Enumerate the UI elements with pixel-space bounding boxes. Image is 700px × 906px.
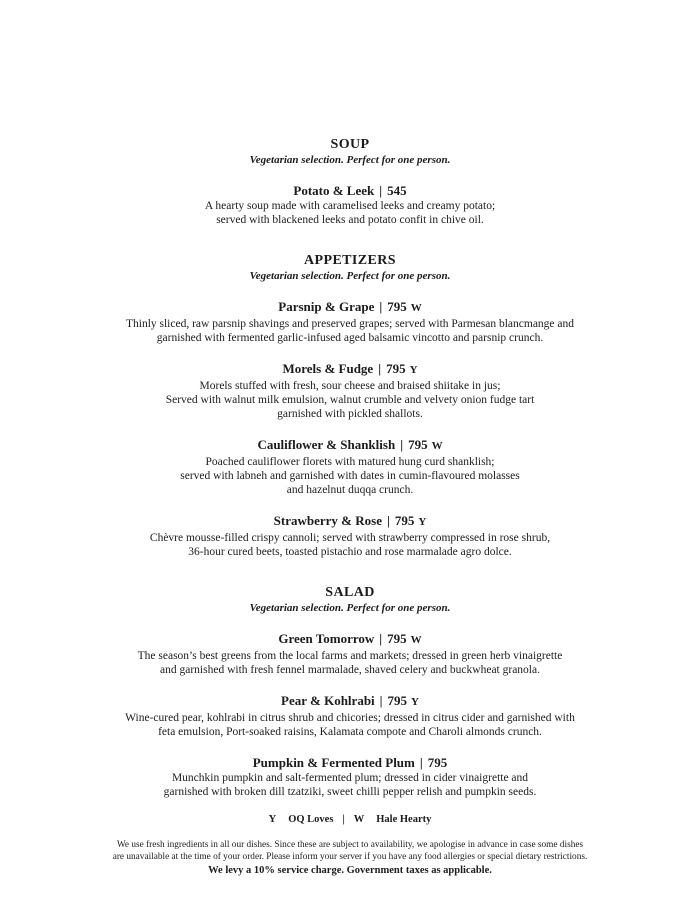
menu-column — [30, 0, 670, 799]
section-title: APPETIZERS — [304, 253, 396, 268]
dish-header — [30, 630, 670, 649]
section-title: SOUP — [330, 137, 370, 152]
dish-description-line: garnished with pickled shallots. — [277, 408, 423, 420]
dish-description-line: Served with walnut milk emulsion, walnut crumble and velvety onion fudge tart — [165, 394, 535, 406]
dish-price: 795 — [427, 755, 448, 770]
legend-oq-loves — [269, 814, 334, 825]
dish-description-line: garnished with broken dill tzatziki, sweet chilli pepper relish and pumpkin seeds. — [163, 786, 537, 798]
price-separator: | — [379, 299, 383, 314]
menu-item — [30, 754, 670, 799]
dish-name: Pumpkin & Fermented Plum — [252, 755, 415, 770]
hale-hearty-icon: W — [410, 634, 422, 646]
footnote — [0, 840, 700, 877]
dish-description-line: and hazelnut duqqa crunch. — [286, 484, 414, 496]
menu-section-appetizers — [30, 253, 670, 559]
dish-name: Green Tomorrow — [278, 631, 375, 646]
hale-hearty-icon: W — [353, 814, 365, 825]
hale-hearty-icon: W — [410, 302, 422, 314]
menu-section-salad — [30, 585, 670, 799]
price-separator: | — [379, 183, 383, 198]
dish-description-line: The season’s best greens from the local farms and markets; dressed in green herb vinaigrette — [137, 650, 563, 662]
price-separator: | — [379, 693, 383, 708]
price-separator: | — [400, 437, 404, 452]
dish-name: Potato & Leek — [293, 183, 375, 198]
menu-item — [30, 298, 670, 345]
oq-loves-icon: Y — [409, 364, 418, 376]
price-separator: | — [419, 755, 423, 770]
dish-price: 545 — [387, 183, 407, 198]
dish-name: Morels & Fudge — [282, 361, 374, 376]
dish-description-line: Thinly sliced, raw parsnip shavings and preserved grapes; served with Parmesan blancmange and — [125, 318, 575, 330]
dish-description-line: and garnished with fresh fennel marmalade, shaved celery and buckwheat granola. — [160, 664, 540, 676]
dish-price: 795 — [387, 299, 407, 314]
footnote-service-charge: We levy a 10% service charge. Government taxes as applicable. — [208, 865, 492, 876]
menu-item — [30, 692, 670, 739]
dish-description-line: Morels stuffed with fresh, sour cheese and braised shiitake in jus; — [199, 380, 501, 392]
dish-name: Parsnip & Grape — [278, 299, 375, 314]
dish-price: 795 — [387, 631, 407, 646]
dish-price: 795 — [386, 361, 406, 376]
footnote-line: We use fresh ingredients in all our dishes. Since these are subject to availability, we apologise in advance in case some dishes — [116, 840, 584, 850]
footnote-line: are unavailable at the time of your order. Please inform your server if you have any food allergies or special dietary restrictions. — [112, 851, 588, 862]
dish-header — [30, 436, 670, 455]
dish-header — [30, 182, 670, 199]
price-separator: | — [378, 361, 382, 376]
legend-separator: | — [342, 814, 345, 825]
dish-description-line: 36-hour cured beets, toasted pistachio and rose marmalade agro dolce. — [188, 546, 512, 558]
menu-item — [30, 630, 670, 677]
dish-name: Strawberry & Rose — [273, 513, 382, 528]
oq-loves-icon: Y — [418, 516, 427, 528]
dish-description-line: served with labneh and garnished with dates in cumin-flavoured molasses — [180, 470, 520, 482]
dish-name: Pear & Kohlrabi — [281, 693, 375, 708]
dish-header — [30, 754, 670, 771]
price-separator: | — [386, 513, 390, 528]
dish-description-line: Poached cauliflower florets with matured hung curd shanklish; — [205, 456, 495, 468]
menu-section-soup — [30, 137, 670, 227]
dietary-legend — [0, 813, 700, 826]
dish-header — [30, 512, 670, 531]
dish-price: 795 — [408, 437, 428, 452]
legend-label: Hale Hearty — [376, 814, 432, 825]
dish-description-line: served with blackened leeks and potato confit in chive oil. — [216, 214, 484, 226]
menu-footer-block — [0, 813, 700, 877]
dish-description-line: Chèvre mousse-filled crispy cannoli; served with strawberry compressed in rose shrub, — [149, 532, 551, 544]
dish-header — [30, 692, 670, 711]
section-title: SALAD — [325, 585, 375, 600]
dish-description-line: feta emulsion, Port-soaked raisins, Kalamata compote and Charoli almonds crunch. — [158, 726, 542, 738]
menu-item — [30, 512, 670, 559]
dish-description-line: garnished with fermented garlic-infused aged balsamic vincotto and parsnip crunch. — [156, 332, 544, 344]
oq-loves-icon: Y — [411, 696, 419, 708]
legend-label: OQ Loves — [288, 814, 334, 825]
oq-loves-icon: Y — [268, 814, 277, 825]
dish-description-line: Wine-cured pear, kohlrabi in citrus shrub and chicories; dressed in citrus cider and garnished with — [125, 712, 575, 724]
dish-price: 795 — [394, 513, 415, 528]
dish-name: Cauliflower & Shanklish — [257, 437, 396, 452]
section-subtitle: Vegetarian selection. Perfect for one person. — [249, 270, 451, 282]
dish-header — [30, 298, 670, 317]
dish-header — [30, 360, 670, 379]
dish-description-line: Munchkin pumpkin and salt-fermented plum; dressed in cider vinaigrette and — [171, 772, 529, 784]
section-subtitle: Vegetarian selection. Perfect for one person. — [249, 602, 451, 614]
dish-price: 795 — [387, 693, 408, 708]
section-subtitle: Vegetarian selection. Perfect for one person. — [249, 154, 451, 166]
dish-description-line: A hearty soup made with caramelised leeks and creamy potato; — [204, 200, 496, 212]
menu-item — [30, 436, 670, 497]
legend-hale-hearty — [354, 814, 432, 825]
menu-item — [30, 182, 670, 227]
price-separator: | — [379, 631, 383, 646]
hale-hearty-icon: W — [431, 440, 443, 452]
menu-item — [30, 360, 670, 421]
